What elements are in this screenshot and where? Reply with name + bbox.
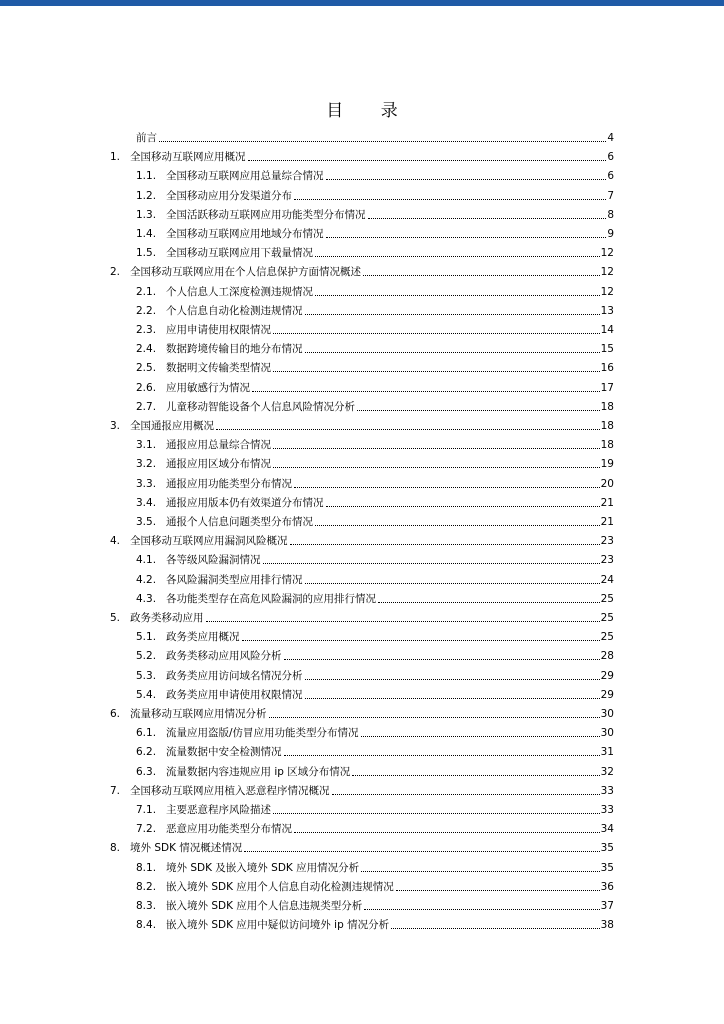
toc-entry-page-number: 7 — [607, 189, 614, 202]
toc-dot-leader — [263, 561, 600, 564]
toc-entry-title: 嵌入境外 SDK 应用个人信息违规类型分析 — [166, 900, 363, 912]
toc-dot-leader — [290, 542, 600, 545]
toc-entry-title: 政务类应用概况 — [166, 631, 240, 644]
toc-entry-number: 5.1. — [136, 631, 157, 644]
toc-dot-leader — [332, 792, 600, 795]
toc-entry-title: 流量移动互联网应用情况分析 — [130, 708, 267, 720]
toc-entry-title: 政务类应用申请使用权限情况 — [166, 688, 303, 701]
toc-entry-page-number: 25 — [600, 631, 614, 644]
toc-entry-page-number: 31 — [600, 746, 614, 759]
toc-entry-title: 主要恶意程序风险描述 — [166, 804, 271, 816]
toc-entry-number: 2.4. — [136, 343, 157, 356]
toc-entry-page-number: 35 — [600, 842, 614, 855]
toc-entry[interactable] — [136, 186, 614, 203]
toc-entry[interactable] — [136, 378, 614, 395]
toc-entry-number: 3.4. — [136, 496, 157, 509]
toc-entry-page-number: 19 — [600, 458, 614, 471]
toc-entry-page-number: 6 — [607, 151, 614, 164]
toc-dot-leader — [216, 427, 600, 430]
toc-entry-number: 5.2. — [136, 650, 157, 663]
toc-entry-number: 2.2. — [136, 304, 157, 317]
toc-entry[interactable] — [136, 454, 614, 471]
toc-entry[interactable] — [136, 685, 614, 702]
toc-title: 目 录 — [326, 101, 414, 121]
toc-entry-page-number: 12 — [600, 266, 614, 279]
toc-entry-page-number: 17 — [600, 381, 614, 394]
toc-entry[interactable] — [136, 474, 614, 491]
toc-entry-page-number: 38 — [600, 919, 614, 932]
toc-entry[interactable] — [136, 435, 614, 452]
toc-entry-page-number: 37 — [600, 900, 614, 912]
toc-entry[interactable] — [136, 589, 614, 606]
toc-dot-leader — [361, 734, 600, 737]
toc-entry[interactable] — [136, 128, 614, 145]
toc-entry[interactable] — [110, 531, 614, 548]
toc-entry[interactable] — [136, 166, 614, 183]
toc-entry-title: 全国移动互联网应用漏洞风险概况 — [130, 535, 288, 548]
toc-entry-number: 1.3. — [136, 208, 157, 221]
toc-dot-leader — [326, 504, 600, 507]
toc-dot-leader — [361, 869, 600, 872]
toc-entry[interactable] — [136, 224, 614, 241]
toc-entry-page-number: 35 — [600, 861, 614, 874]
toc-entry-page-number: 23 — [600, 554, 614, 567]
toc-dot-leader — [352, 773, 599, 776]
toc-entry[interactable] — [136, 358, 614, 375]
toc-entry-page-number: 12 — [600, 285, 614, 298]
toc-entry[interactable] — [136, 282, 614, 299]
toc-entry-page-number: 18 — [600, 439, 614, 452]
toc-entry-number: 2.1. — [136, 285, 157, 298]
toc-entry-number: 8.2. — [136, 880, 157, 893]
toc-dot-leader — [273, 811, 600, 814]
toc-entry-page-number: 28 — [600, 650, 614, 663]
toc-entry-page-number: 16 — [600, 362, 614, 375]
toc-entry-title: 境外 SDK 情况概述情况 — [130, 842, 243, 855]
toc-dot-leader — [326, 177, 607, 180]
toc-entry-title: 各功能类型存在高危风险漏洞的应用排行情况 — [166, 592, 376, 605]
toc-entry-number: 8.1. — [136, 861, 157, 874]
toc-entry-page-number: 25 — [600, 612, 614, 624]
toc-entry-page-number: 20 — [600, 477, 614, 490]
toc-entry-page-number: 8 — [607, 208, 614, 221]
toc-entry[interactable] — [136, 666, 614, 683]
toc-dot-leader — [294, 197, 606, 200]
toc-entry-title: 前言 — [136, 132, 157, 144]
toc-dot-leader — [363, 273, 600, 276]
toc-entry-number: 6.2. — [136, 746, 157, 759]
toc-entry-title: 流量数据内容违规应用 ip 区域分布情况 — [166, 765, 351, 778]
toc-dot-leader — [273, 369, 600, 372]
toc-entry-number: 5. — [110, 612, 121, 624]
toc-entry[interactable] — [136, 742, 614, 759]
toc-dot-leader — [284, 657, 600, 660]
toc-entry-title: 全国通报应用概况 — [130, 420, 214, 432]
toc-entry-title: 恶意应用功能类型分布情况 — [166, 823, 292, 836]
toc-entry-page-number: 23 — [600, 535, 614, 548]
toc-entry[interactable] — [110, 262, 614, 279]
toc-entry-title: 全国移动互联网应用植入恶意程序情况概况 — [130, 784, 330, 797]
toc-entry-number: 7. — [110, 784, 121, 797]
toc-entry-number: 8. — [110, 842, 121, 855]
toc-entry[interactable] — [136, 915, 614, 932]
toc-entry-number: 5.3. — [136, 669, 157, 682]
toc-entry-number: 4.1. — [136, 554, 157, 567]
toc-entry-title: 政务类移动应用 — [130, 612, 204, 624]
toc-entry-title: 全国移动互联网应用总量综合情况 — [166, 170, 324, 183]
toc-dot-leader — [357, 408, 600, 411]
toc-dot-leader — [248, 158, 607, 161]
toc-entry-title: 嵌入境外 SDK 应用中疑似访问境外 ip 情况分析 — [166, 919, 390, 932]
toc-dot-leader — [273, 331, 600, 334]
toc-entry-number: 4.2. — [136, 573, 157, 586]
toc-dot-leader — [159, 139, 606, 142]
toc-entry-title: 嵌入境外 SDK 应用个人信息自动化检测违规情况 — [166, 880, 394, 893]
toc-entry-title: 境外 SDK 及嵌入境外 SDK 应用情况分析 — [166, 861, 360, 874]
toc-entry-number: 3.1. — [136, 439, 157, 452]
toc-entry-title: 数据明文传输类型情况 — [166, 362, 271, 375]
toc-dot-leader — [305, 696, 600, 699]
toc-entry-page-number: 36 — [600, 880, 614, 893]
toc-entry-title: 全国活跃移动互联网应用功能类型分布情况 — [166, 208, 366, 221]
toc-entry-page-number: 25 — [600, 592, 614, 605]
toc-dot-leader — [284, 753, 600, 756]
toc-dot-leader — [315, 523, 600, 526]
toc-entry-number: 7.2. — [136, 823, 157, 836]
toc-entry-number: 1.5. — [136, 247, 157, 260]
toc-dot-leader — [252, 389, 600, 392]
toc-entry-title: 全国移动互联网应用概况 — [130, 151, 246, 164]
toc-entry-number: 2.3. — [136, 324, 157, 336]
toc-entry-title: 儿童移动智能设备个人信息风险情况分析 — [166, 400, 355, 413]
toc-entry-title: 政务类应用访问域名情况分析 — [166, 669, 303, 682]
toc-entry[interactable] — [110, 147, 614, 164]
toc-entry-number: 2. — [110, 266, 121, 279]
toc-entry-title: 个人信息人工深度检测违规情况 — [166, 285, 313, 298]
toc-entry-number: 2.6. — [136, 381, 157, 394]
toc-entry-number: 8.3. — [136, 900, 157, 912]
toc-entry-page-number: 30 — [600, 727, 614, 740]
toc-entry-title: 各等级风险漏洞情况 — [166, 554, 261, 567]
toc-dot-leader — [305, 350, 600, 353]
toc-entry-number: 6. — [110, 708, 121, 720]
toc-dot-leader — [378, 600, 600, 603]
toc-entry-page-number: 21 — [600, 496, 614, 509]
toc-entry-number: 5.4. — [136, 688, 157, 701]
toc-entry[interactable] — [136, 570, 614, 587]
toc-dot-leader — [305, 581, 600, 584]
toc-entry-page-number: 29 — [600, 669, 614, 682]
toc-entry-title: 流量应用盗版/仿冒应用功能类型分布情况 — [166, 727, 359, 740]
toc-entry[interactable] — [136, 723, 614, 740]
toc-entry-number: 7.1. — [136, 804, 157, 816]
toc-entry-page-number: 24 — [600, 573, 614, 586]
toc-entry[interactable] — [136, 819, 614, 836]
toc-dot-leader — [305, 312, 600, 315]
toc-entry-number: 6.3. — [136, 765, 157, 778]
toc-entry[interactable] — [110, 838, 614, 855]
toc-entry-page-number: 30 — [600, 708, 614, 720]
toc-dot-leader — [242, 638, 600, 641]
toc-entry-number: 3.5. — [136, 516, 157, 528]
toc-entry-page-number: 33 — [600, 784, 614, 797]
toc-entry[interactable] — [136, 397, 614, 414]
toc-entry-number: 1.1. — [136, 170, 157, 183]
toc-dot-leader — [294, 830, 600, 833]
toc-entry-number: 3. — [110, 420, 121, 432]
toc-entry-page-number: 34 — [600, 823, 614, 836]
toc-entry[interactable] — [136, 320, 614, 337]
toc-dot-leader — [368, 216, 607, 219]
toc-entry-page-number: 33 — [600, 804, 614, 816]
toc-entry[interactable] — [136, 877, 614, 894]
toc-entry-page-number: 18 — [600, 420, 614, 432]
toc-dot-leader — [305, 677, 600, 680]
toc-entry-title: 应用申请使用权限情况 — [166, 324, 271, 336]
toc-entry-title: 应用敏感行为情况 — [166, 381, 250, 394]
toc-entry-title: 数据跨境传输目的地分布情况 — [166, 343, 303, 356]
toc-entry[interactable] — [136, 243, 614, 260]
toc-entry-page-number: 9 — [607, 228, 614, 240]
toc-dot-leader — [315, 254, 600, 257]
toc-entry[interactable] — [136, 858, 614, 875]
toc-entry-number: 1.4. — [136, 228, 157, 240]
toc-entry-title: 通报应用区域分布情况 — [166, 458, 271, 471]
toc-entry[interactable] — [110, 704, 614, 721]
toc-entry[interactable] — [136, 762, 614, 779]
toc-dot-leader — [364, 907, 599, 910]
toc-entry-number: 6.1. — [136, 727, 157, 740]
toc-dot-leader — [294, 485, 600, 488]
toc-entry-title: 通报应用总量综合情况 — [166, 439, 271, 452]
header-accent-bar — [0, 0, 724, 6]
toc-dot-leader — [269, 715, 600, 718]
toc-entry-page-number: 29 — [600, 688, 614, 701]
toc-entry[interactable] — [136, 896, 614, 913]
toc-entry-number: 3.2. — [136, 458, 157, 471]
toc-entry-title: 全国移动互联网应用下载量情况 — [166, 247, 313, 260]
toc-dot-leader — [396, 888, 600, 891]
toc-entry[interactable] — [136, 339, 614, 356]
toc-entry-title: 通报应用版本仍有效渠道分布情况 — [166, 496, 324, 509]
toc-entry-number: 4.3. — [136, 592, 157, 605]
toc-entry[interactable] — [136, 550, 614, 567]
toc-dot-leader — [326, 235, 607, 238]
toc-entry-number: 1.2. — [136, 189, 157, 202]
toc-entry-number: 1. — [110, 151, 121, 164]
toc-entry[interactable] — [136, 301, 614, 318]
toc-entry[interactable] — [110, 416, 614, 433]
toc-entry[interactable] — [110, 608, 614, 625]
toc-entry[interactable] — [136, 800, 614, 817]
toc-entry-title: 全国移动互联网应用地域分布情况 — [166, 228, 324, 240]
toc-entry-title: 全国移动互联网应用在个人信息保护方面情况概述 — [130, 266, 361, 279]
toc-entry-title: 通报个人信息问题类型分布情况 — [166, 516, 313, 528]
toc-entry[interactable] — [110, 781, 614, 798]
toc-dot-leader — [273, 446, 600, 449]
toc-entry[interactable] — [136, 646, 614, 663]
toc-entry-title: 全国移动应用分发渠道分布 — [166, 189, 292, 202]
toc-entry-number: 2.5. — [136, 362, 157, 375]
toc-dot-leader — [315, 293, 600, 296]
toc-entry-page-number: 14 — [600, 324, 614, 336]
toc-entry-title: 流量数据中安全检测情况 — [166, 746, 282, 759]
toc-entry-number: 8.4. — [136, 919, 157, 932]
toc-entry-number: 4. — [110, 535, 121, 548]
toc-entry[interactable] — [136, 493, 614, 510]
toc-entry-page-number: 12 — [600, 247, 614, 260]
toc-entry-page-number: 4 — [607, 132, 614, 144]
toc-entry-page-number: 13 — [600, 304, 614, 317]
toc-entry-page-number: 15 — [600, 343, 614, 356]
toc-entry-title: 政务类移动应用风险分析 — [166, 650, 282, 663]
toc-entry-title: 各风险漏洞类型应用排行情况 — [166, 573, 303, 586]
toc-dot-leader — [391, 926, 600, 929]
toc-entry-title: 个人信息自动化检测违规情况 — [166, 304, 303, 317]
toc-dot-leader — [206, 619, 600, 622]
toc-entry-title: 通报应用功能类型分布情况 — [166, 477, 292, 490]
toc-entry-number: 3.3. — [136, 477, 157, 490]
toc-entry-number: 2.7. — [136, 400, 157, 413]
toc-entry-page-number: 32 — [600, 765, 614, 778]
toc-entry[interactable] — [136, 205, 614, 222]
toc-entry-page-number: 18 — [600, 400, 614, 413]
toc-entry-page-number: 21 — [600, 516, 614, 528]
toc-dot-leader — [273, 465, 600, 468]
toc-entry-page-number: 6 — [607, 170, 614, 183]
toc-entry[interactable] — [136, 512, 614, 529]
toc-dot-leader — [244, 849, 599, 852]
toc-entry[interactable] — [136, 627, 614, 644]
